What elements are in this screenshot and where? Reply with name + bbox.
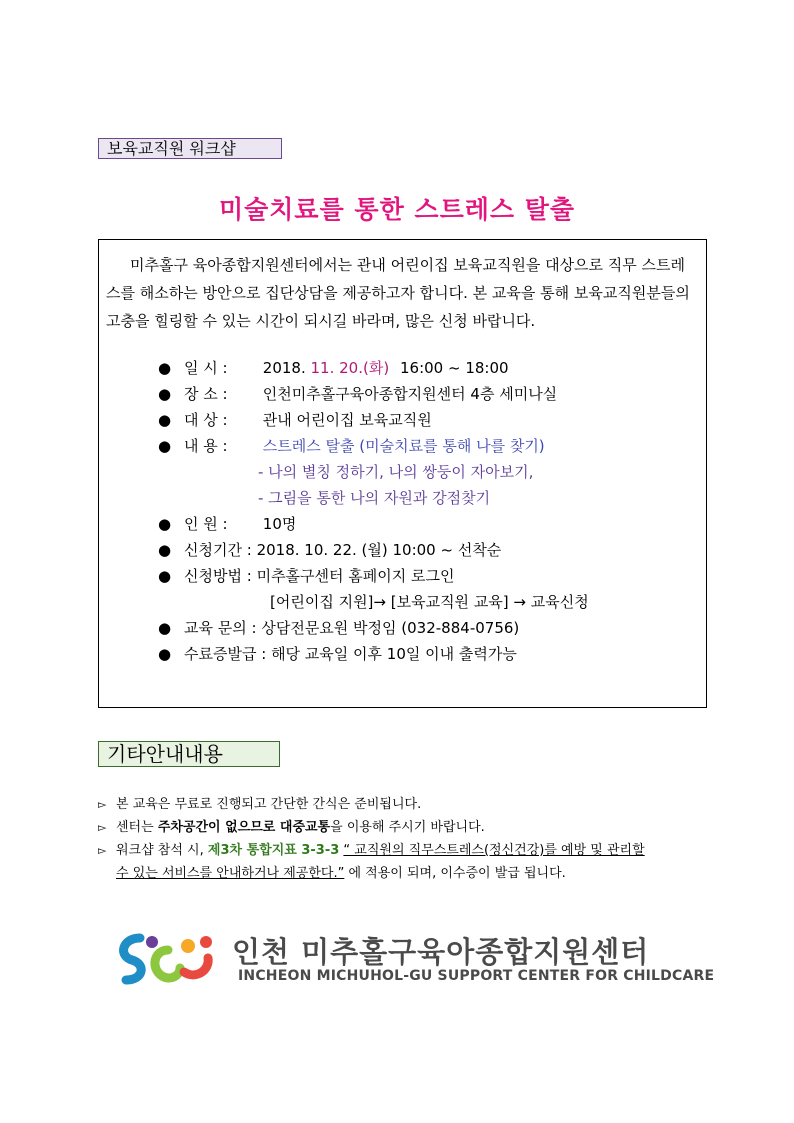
- note-text: 본 교육은 무료로 진행되고 간단한 간식은 준비됩니다.: [116, 797, 422, 812]
- bullet-icon: ●: [158, 645, 172, 663]
- detail-date: [158, 355, 698, 381]
- bullet-icon: ●: [158, 541, 172, 559]
- detail-place: [158, 381, 698, 407]
- detail-cert: [158, 641, 698, 667]
- note-indicator: 제3차 통합지표 3-3-3: [207, 843, 340, 858]
- detail-method: [158, 563, 698, 589]
- note-text: 을 이용해 주시기 바랍니다.: [330, 820, 485, 835]
- page-title: 미술치료를 통한 스트레스 탈출: [218, 195, 576, 224]
- logo-name-korean: 인천 미추홀구육아종합지원센터: [232, 935, 650, 969]
- capacity-value: 10명: [262, 515, 297, 533]
- bullet-icon: ●: [158, 619, 172, 637]
- bullet-icon: ●: [158, 359, 172, 377]
- detail-capacity: [158, 511, 698, 537]
- inquiry-label: 교육 문의 :: [184, 619, 257, 637]
- detail-content: [158, 433, 698, 459]
- period-label: 신청기간 :: [184, 541, 252, 559]
- bullet-icon: ●: [158, 385, 172, 403]
- bullet-icon: ●: [158, 515, 172, 533]
- notes-list: [98, 793, 710, 885]
- note-emphasis: 주차공간이 없으므로 대중교통: [157, 820, 331, 835]
- bullet-icon: ●: [158, 567, 172, 585]
- bullet-icon: ●: [158, 437, 172, 455]
- date-label: 일 시 :: [184, 359, 228, 377]
- content-sub-1: - 나의 별칭 정하기, 나의 쌍둥이 자아보기,: [258, 463, 534, 481]
- method-path: [어린이집 지원]→ [보육교직원 교육] → 교육신청: [270, 593, 589, 611]
- intro-line: 스를 해소하는 방안으로 집단상담을 제공하고자 합니다. 본 교육을 통해 보육교직원분들의: [106, 284, 690, 302]
- period-value: 2018. 10. 22. (월) 10:00 ~ 선착순: [256, 541, 502, 559]
- target-label: 대 상 :: [184, 411, 228, 429]
- workshop-tag: 보육교직원 워크샵: [98, 138, 282, 159]
- note-item: [98, 816, 710, 839]
- detail-period: [158, 537, 698, 563]
- date-prefix: 2018.: [262, 359, 306, 377]
- arrow-icon: ▻: [98, 798, 107, 811]
- note-text: 워크샵 참석 시,: [116, 843, 208, 858]
- method-label: 신청방법 :: [184, 567, 252, 585]
- note-text: 에 적용이 되며, 이수증이 발급 됩니다.: [344, 866, 566, 881]
- target-value: 관내 어린이집 보육교직원: [262, 411, 432, 429]
- note-quote: 수 있는 서비스를 안내하거나 제공한다.”: [116, 866, 345, 881]
- intro-paragraph: [106, 251, 698, 335]
- cert-label: 수료증발급 :: [184, 645, 267, 663]
- intro-line: 고충을 힐링할 수 있는 시간이 되시길 바라며, 많은 신청 바랍니다.: [106, 312, 536, 330]
- date-highlight: 11. 20.(화): [310, 359, 390, 377]
- place-label: 장 소 :: [184, 385, 228, 403]
- note-quote: “ 교직원의 직무스트레스(정신건강)를 예방 및 관리할: [343, 843, 645, 858]
- arrow-icon: ▻: [98, 844, 107, 857]
- content-sub-2: - 그림을 통한 나의 자원과 강점찾기: [258, 489, 491, 507]
- other-info-tag: 기타안내내용: [98, 741, 280, 767]
- inquiry-value: 상담전문요원 박정임 (032-884-0756): [261, 619, 520, 637]
- content-label: 내 용 :: [184, 437, 228, 455]
- capacity-label: 인 원 :: [184, 515, 228, 533]
- bullet-icon: ●: [158, 411, 172, 429]
- content-value: 스트레스 탈출 (미술치료를 통해 나를 찾기): [262, 437, 545, 455]
- method-value: 미추홀구센터 홈페이지 로그인: [256, 567, 455, 585]
- note-item: [98, 793, 710, 816]
- arrow-icon: ▻: [98, 821, 107, 834]
- detail-target: [158, 407, 698, 433]
- intro-line: 미추홀구 육아종합지원센터에서는 관내 어린이집 보육교직원을 대상으로 직무 스트레: [130, 256, 686, 274]
- note-item: [98, 839, 710, 885]
- logo-mark-icon: [110, 928, 222, 988]
- detail-inquiry: [158, 615, 698, 641]
- logo-name-english: INCHEON MICHUHOL-GU SUPPORT CENTER FOR CHILDCARE: [238, 968, 715, 984]
- date-time: 16:00 ~ 18:00: [399, 359, 509, 377]
- note-text: 센터는: [116, 820, 158, 835]
- center-logo: [110, 928, 715, 988]
- details-list: [158, 355, 698, 667]
- cert-value: 해당 교육일 이후 10일 이내 출력가능: [271, 645, 517, 663]
- place-value: 인천미추홀구육아종합지원센터 4층 세미나실: [262, 385, 558, 403]
